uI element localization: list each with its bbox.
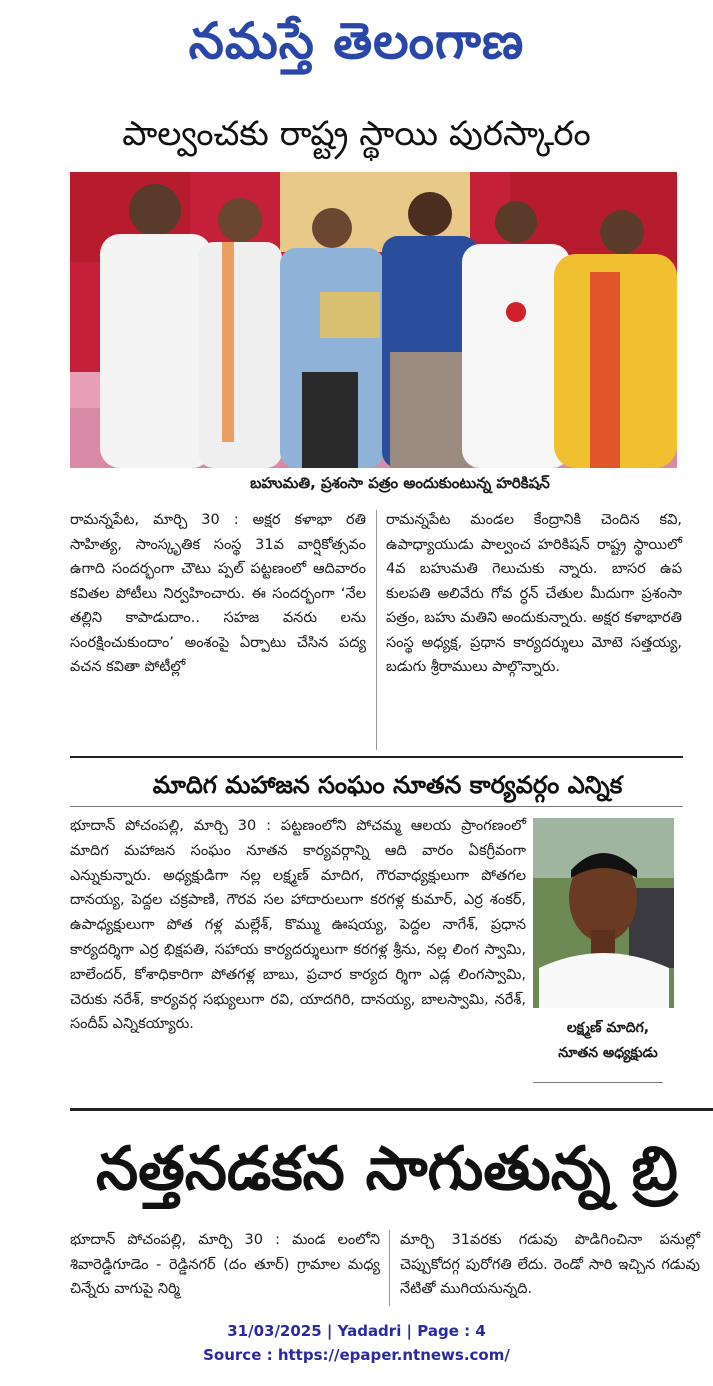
section-divider bbox=[70, 756, 683, 758]
story1-column-1: రామన్నపేట, మార్చి 30 : అక్షర కళాభా రతి సాహిత్య, సాంస్కృతిక సంస్థ 31వ వార్షికోత్సవం ఉగాది సందర్భంగా చౌటు ప్పల్ పట్టణంలో ఆదివారం కవితల పోటీలు నిర్వహించారు. ఈ సందర్భంగా ‘నేల తల్లిని కాపాడుదాం.. సహజ వనరు లను సంరక్షించుకుందాం’ అంశంపై ఏర్పాటు చేసిన పద్య వచన కవితా పోటీల్లో bbox=[70, 512, 366, 675]
portrait-caption-name: లక్ష్మణ్ మాదిగ, bbox=[566, 1020, 650, 1036]
award-ceremony-photo bbox=[70, 172, 677, 468]
story2-body: భూదాన్ పోచంపల్లి, మార్చి 30 : పట్టణంలోని పోచమ్మ ఆలయ ప్రాంగణంలో మాదిగ మహాజన సంఘం నూతన కార్యవర్గాన్ని ఆది వారం ఏకగ్రీవంగా ఎన్నుకున్నారు. అధ్యక్షుడిగా నల్ల లక్ష్మణ్ మాదిగ, గౌరవాధ్యక్షులుగా పోతగల దానయ్య, పెద్దల చక్రపాణి, గౌరవ సల హాదారులుగా కరగళ్ల కుమార్, ఎర్ర శంకర్, ఉపాధ్యక్షులుగా పోత గళ్ల మల్లేశ్, కొమ్ము ఊషయ్య, పెద్దల నాగేశ్, ప్రధాన కార్యదర్శిగా ఎర్ర భిక్షపతి, సహాయ కార్యదర్శులుగా కరగళ్ల శ్రీను, నల్ల లింగ స్వామి, బాలేందర్, కోశాధికారిగా పోతగళ్ల బాబు, ప్రచార కార్యద ర్శిగా ఎడ్ల లింగస్వామి, చెరుకు నరేశ్, కార్యవర్గ సభ్యులుగా రవి, యాదగిరి, దానయ్య, బాలస్వామి, నరేశ్, సందీప్ ఎన్నికయ్యారు. bbox=[70, 818, 526, 1033]
section-divider bbox=[533, 1082, 663, 1083]
person-portrait-photo bbox=[533, 818, 674, 1008]
masthead: నమస్తే తెలంగాణ bbox=[188, 12, 525, 70]
column-divider bbox=[389, 1230, 390, 1306]
portrait-caption-title: నూతన అధ్యక్షుడు bbox=[558, 1045, 658, 1061]
story1-headline: పాల్వంచకు రాష్ట్ర స్థాయి పురస్కారం bbox=[122, 114, 591, 154]
footer-source-line: Source : https://epaper.ntnews.com/ bbox=[203, 1346, 510, 1364]
story3-column-1: భూదాన్ పోచంపల్లి, మార్చి 30 : మండ లంలోని శివారెడ్డిగూడెం - రెడ్డినగర్ (దం తూర్) గ్రామాల మధ్య చిన్నేరు వాగుపై నిర్మి bbox=[70, 1232, 380, 1297]
story1-photo bbox=[70, 172, 677, 468]
story2-headline: మాదిగ మహాజన సంఘం నూతన కార్యవర్గం ఎన్నిక bbox=[152, 771, 623, 799]
story2-portrait-caption bbox=[533, 1016, 683, 1066]
section-divider bbox=[70, 1108, 713, 1111]
section-divider bbox=[70, 806, 683, 807]
column-divider bbox=[376, 510, 377, 750]
story3-column-2: మార్చి 31వరకు గడువు పొడిగించినా పనుల్లో చెప్పుకోదగ్గ పురోగతి లేదు. రెండో సారి ఇచ్చిన గడువు నేటితో ముగియనున్నది. bbox=[400, 1232, 700, 1297]
footer-date-line: 31/03/2025 | Yadadri | Page : 4 bbox=[227, 1322, 486, 1340]
story2-portrait bbox=[533, 818, 674, 1008]
story1-column-2: రామన్నపేట మండల కేంద్రానికి చెందిన కవి, ఉపాధ్యాయుడు పాల్వంచ హరికిషన్ రాష్ట్ర స్థాయిలో 4వ బహుమతి గెలుచుకు న్నారు. బాసర ఉప కులపతి అలివేరు గోవ ర్ధన్ చేతుల మీదుగా ప్రశంసా పత్రం, బహు మతిని అందుకున్నారు. అక్షర కళాభారతి సంస్థ అధ్యక్ష, ప్రధాన కార్యదర్శులు మోటె సత్తయ్య, బడుగు శ్రీరాములు పాల్గొన్నారు. bbox=[386, 512, 682, 675]
story3-headline: నత్తనడకన సాగుతున్న బ్రి bbox=[96, 1134, 678, 1204]
story1-photo-caption: బహుమతి, ప్రశంసా పత్రం అందుకుంటున్న హరికిషన్ bbox=[250, 474, 550, 492]
